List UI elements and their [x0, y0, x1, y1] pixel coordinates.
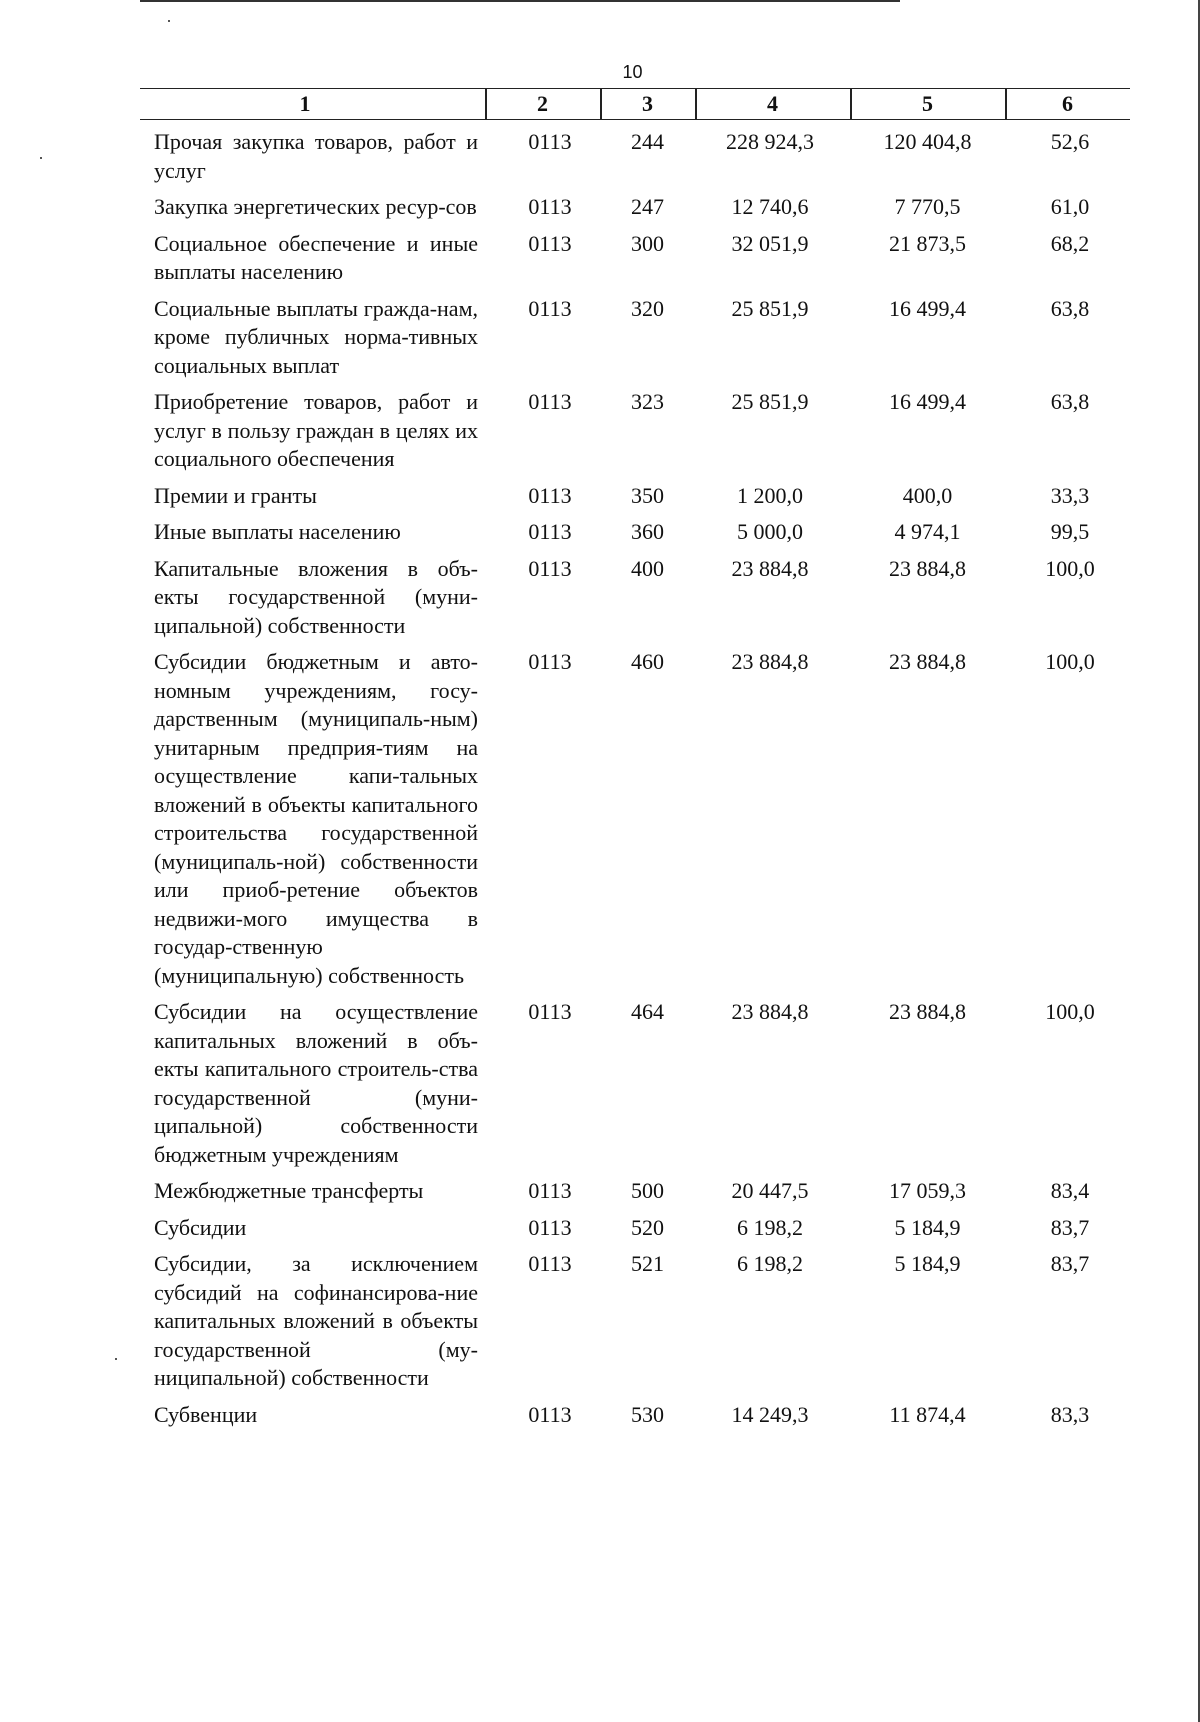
table-row [140, 1250, 1130, 1393]
table-row [140, 193, 1130, 222]
table-row [140, 1177, 1130, 1206]
table-row [140, 1214, 1130, 1243]
page-edge-top [140, 0, 900, 2]
row-expense-code: 320 [631, 295, 664, 321]
row-expense-code: 530 [631, 1401, 664, 1427]
row-planned: 1 200,0 [737, 482, 803, 508]
row-percent: 68,2 [1050, 230, 1090, 256]
row-name: Премии и гранты [154, 482, 317, 508]
row-name: Приобретение товаров, работ и услуг в пользу граждан в целях их социального обеспечения [154, 389, 478, 471]
row-name: Межбюджетные трансферты [154, 1178, 424, 1203]
row-section-code: 0113 [528, 555, 572, 581]
row-section-code: 0113 [528, 389, 572, 414]
row-section-code: 0113 [528, 999, 572, 1024]
table-row [140, 555, 1130, 641]
row-planned: 228 924,3 [726, 129, 814, 154]
row-percent: 83,7 [1050, 1251, 1090, 1276]
row-name: Социальные выплаты гражда-нам, кроме публичных норма-тивных социальных выплат [154, 295, 478, 378]
row-planned: 20 447,5 [731, 1178, 809, 1203]
row-executed: 21 873,5 [889, 230, 966, 256]
row-planned: 5 000,0 [737, 519, 803, 544]
row-expense-code: 464 [631, 999, 664, 1024]
row-executed: 23 884,8 [889, 649, 966, 674]
row-percent: 52,6 [1050, 129, 1090, 154]
budget-table [140, 88, 1130, 1429]
row-name: Субсидии бюджетным и авто-номным учреждениям, госу-дарственным (муниципаль-ным) унитарным предприя-тиям на осуществление капи-тальных вложений в объекты капитального строительства государственной (муниципаль-ной) собственности или приоб-ретение объектов недвижи-мого имущества в государ-ственную (муниципальную) собственность [154, 649, 478, 988]
row-expense-code: 247 [631, 194, 664, 219]
row-section-code: 0113 [528, 482, 572, 508]
row-percent: 63,8 [1050, 295, 1090, 321]
table-row [140, 482, 1130, 511]
row-percent: 61,0 [1050, 194, 1090, 219]
row-planned: 14 249,3 [731, 1401, 809, 1427]
row-section-code: 0113 [528, 1251, 572, 1276]
row-planned: 6 198,2 [737, 1214, 803, 1240]
row-executed: 5 184,9 [894, 1251, 961, 1276]
row-name: Капитальные вложения в объ-екты государственной (муни-ципальной) собственности [154, 555, 478, 638]
row-planned: 6 198,2 [737, 1251, 803, 1276]
row-expense-code: 460 [631, 649, 664, 674]
row-name: Прочая закупка товаров, работ и услуг [154, 129, 478, 183]
header-col-4: 4 [767, 91, 778, 116]
row-executed: 4 974,1 [894, 519, 961, 544]
row-percent: 100,0 [1045, 649, 1095, 674]
row-section-code: 0113 [528, 295, 572, 321]
row-name: Субсидии [154, 1214, 247, 1240]
row-section-code: 0113 [528, 129, 572, 154]
row-name: Субсидии на осуществление капитальных вложений в объ-екты капитального строитель-ства государственной (муни-ципальной) собственности бюджетным учреждениям [154, 999, 478, 1167]
row-planned: 25 851,9 [731, 389, 809, 414]
row-percent: 33,3 [1050, 482, 1090, 508]
table-row [140, 128, 1130, 185]
row-executed: 5 184,9 [894, 1214, 961, 1240]
header-col-1: 1 [299, 91, 311, 116]
row-executed: 23 884,8 [889, 999, 966, 1024]
scan-speck [115, 1358, 117, 1360]
row-section-code: 0113 [528, 230, 572, 256]
row-percent: 63,8 [1050, 389, 1090, 414]
row-planned: 32 051,9 [731, 230, 809, 256]
table-row [140, 518, 1130, 547]
row-section-code: 0113 [528, 1214, 572, 1240]
table-header [140, 88, 1130, 120]
row-name: Закупка энергетических ресур-сов [154, 194, 477, 219]
row-expense-code: 323 [631, 389, 664, 414]
row-executed: 400,0 [902, 482, 953, 508]
row-percent: 99,5 [1050, 519, 1090, 544]
row-planned: 23 884,8 [731, 649, 809, 674]
table-row [140, 388, 1130, 474]
row-name: Иные выплаты населению [154, 519, 401, 544]
row-expense-code: 500 [631, 1178, 664, 1203]
row-name: Субвенции [154, 1401, 258, 1427]
row-expense-code: 300 [631, 230, 664, 256]
row-percent: 83,4 [1050, 1178, 1090, 1203]
row-executed: 17 059,3 [889, 1178, 966, 1203]
row-expense-code: 244 [631, 129, 664, 154]
header-col-6: 6 [1062, 91, 1073, 116]
row-expense-code: 360 [631, 519, 664, 544]
header-col-5: 5 [922, 91, 933, 116]
row-planned: 12 740,6 [731, 194, 809, 219]
header-col-2: 2 [537, 91, 548, 116]
row-executed: 16 499,4 [889, 295, 966, 321]
row-section-code: 0113 [528, 1401, 572, 1427]
row-expense-code: 520 [631, 1214, 664, 1240]
row-expense-code: 400 [631, 555, 664, 581]
row-expense-code: 521 [631, 1251, 664, 1276]
row-executed: 120 404,8 [883, 129, 972, 154]
row-percent: 83,7 [1050, 1214, 1090, 1240]
row-planned: 23 884,8 [731, 555, 809, 581]
row-section-code: 0113 [528, 1178, 572, 1203]
row-section-code: 0113 [528, 519, 572, 544]
scan-speck [40, 157, 42, 159]
table-row [140, 998, 1130, 1169]
row-executed: 16 499,4 [889, 389, 966, 414]
scan-speck [168, 20, 170, 22]
row-executed: 23 884,8 [889, 555, 966, 581]
row-section-code: 0113 [528, 649, 572, 674]
table-row [140, 230, 1130, 287]
row-planned: 25 851,9 [731, 295, 809, 321]
row-planned: 23 884,8 [731, 999, 809, 1024]
row-name: Социальное обеспечение и иные выплаты населению [154, 230, 478, 284]
row-expense-code: 350 [631, 482, 664, 508]
row-percent: 83,3 [1050, 1401, 1090, 1427]
table-row [140, 295, 1130, 381]
table-row [140, 1401, 1130, 1430]
row-percent: 100,0 [1045, 999, 1095, 1024]
table-row [140, 648, 1130, 990]
row-executed: 7 770,5 [894, 194, 961, 219]
row-section-code: 0113 [528, 194, 572, 219]
header-col-3: 3 [642, 91, 653, 116]
row-percent: 100,0 [1045, 555, 1095, 581]
page-number: 10 [622, 62, 643, 82]
row-name: Субсидии, за исключением субсидий на софинансирова-ние капитальных вложений в объекты государственной (му-ниципальной) собственности [154, 1251, 478, 1390]
row-executed: 11 874,4 [889, 1401, 966, 1427]
